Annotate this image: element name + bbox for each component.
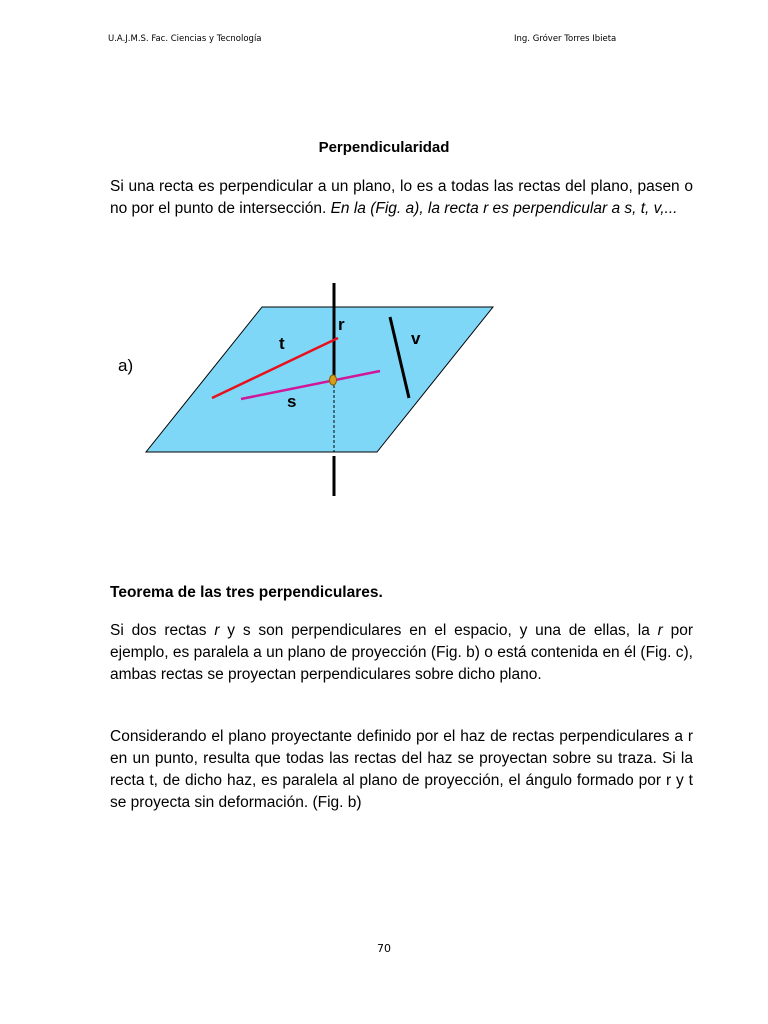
figure-a-label: a)	[118, 356, 134, 375]
header-institution: U.A.J.M.S. Fac. Ciencias y Tecnología	[108, 34, 262, 44]
theorem-paragraph-1	[110, 620, 693, 686]
intro-text: Si una recta es perpendicular a un plano, lo es a todas las rectas del plano, pasen o no por el punto de intersección.	[110, 178, 693, 217]
header-author: Ing. Gróver Torres Ibieta	[514, 34, 617, 44]
theorem-text-b: y s son perpendiculares en el espacio, y una de ellas, la	[219, 622, 658, 639]
label-s: s	[287, 392, 297, 411]
theorem-r-1: r	[214, 622, 220, 639]
theorem-title: Teorema de las tres perpendiculares.	[110, 584, 383, 601]
section-title: Perpendicularidad	[318, 139, 450, 156]
intro-figure-reference: En la (Fig. a), la recta r es perpendicular a s, t, v,...	[330, 200, 678, 217]
plane	[146, 307, 493, 452]
label-r: r	[338, 315, 345, 334]
theorem-text-c: por ejemplo, es paralela a un plano de proyección (Fig. b) o está contenida en él (Fig. c), ambas rectas se proyectan perpendiculares sobre dicho plano.	[110, 622, 693, 683]
theorem-text-a: Si dos rectas	[110, 622, 215, 639]
label-t: t	[279, 334, 285, 353]
label-v: v	[411, 329, 421, 348]
page-number: 70	[377, 942, 391, 955]
intersection-point	[330, 375, 337, 385]
theorem-paragraph-2: Considerando el plano proyectante definido por el haz de rectas perpendiculares a r en un punto, resulta que todas las rectas del haz se proyectan sobre su traza. Si la recta t, de dicho haz, es paralela al plano de proyección, el ángulo formado por r y t se proyecta sin deformación. (Fig. b)	[110, 728, 693, 811]
theorem-r-2: r	[657, 622, 663, 639]
